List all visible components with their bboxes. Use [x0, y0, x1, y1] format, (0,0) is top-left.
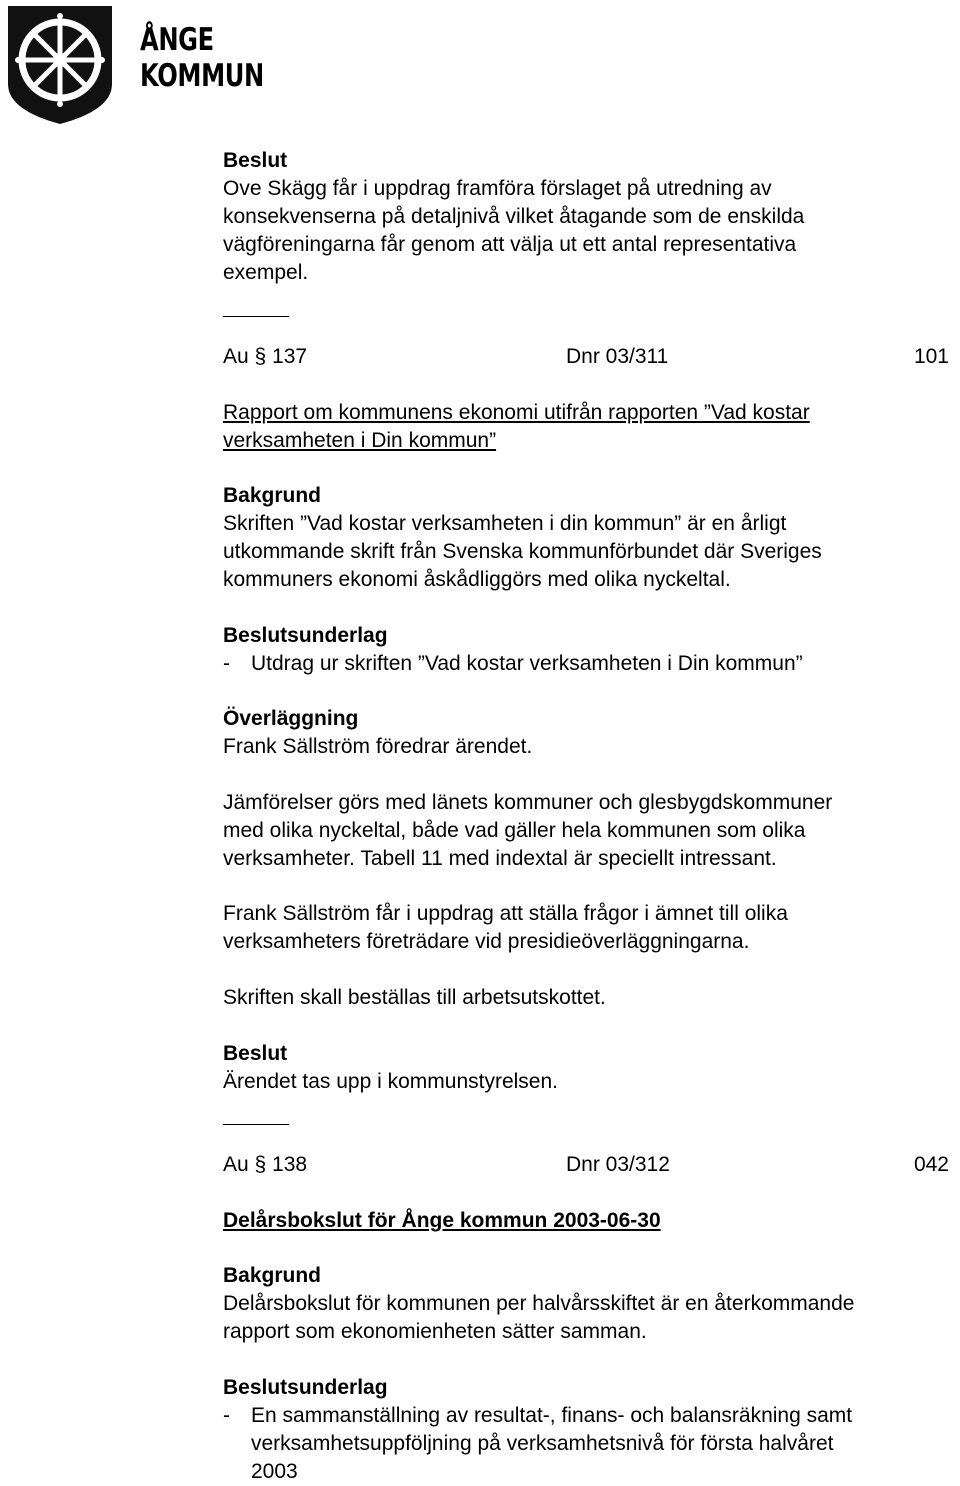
- overlaggning-text: Frank Sällström föredrar ärendet.: [223, 735, 533, 758]
- wheel-shield-icon: [4, 2, 116, 126]
- beslutsunderlag-heading: Beslutsunderlag: [223, 624, 388, 647]
- item-137-meta: [223, 343, 949, 371]
- paragraph: Skriften skall beställas till arbetsutskottet.: [223, 986, 606, 1009]
- overlaggning-heading: Överläggning: [223, 707, 359, 730]
- beslut-heading: Beslut: [223, 1042, 288, 1065]
- intro-beslut-text: Ove Skägg får i uppdrag framföra förslaget på utredning av konsekvenserna på detaljnivå vilket åtagande som de enskilda vägföreningarna får genom att välja ut ett antal representativa exempel.: [223, 177, 805, 284]
- item-138-meta: [223, 1151, 949, 1179]
- bakgrund-heading: Bakgrund: [223, 1264, 322, 1287]
- section-divider: [223, 316, 289, 317]
- item-dnr: Dnr 03/312: [566, 1153, 670, 1176]
- item-137-title: Rapport om kommunens ekonomi utifrån rapporten ”Vad kostar verksamheten i Din kommun”: [223, 401, 810, 452]
- paragraph: Frank Sällström får i uppdrag att ställa frågor i ämnet till olika verksamheters företrädare vid presidieöverläggningarna.: [223, 902, 788, 953]
- bakgrund-heading: Bakgrund: [223, 484, 322, 507]
- item-code: 101: [913, 345, 949, 368]
- item-138-title: Delårsbokslut för Ånge kommun 2003-06-30: [223, 1209, 661, 1232]
- item-ref: Au § 137: [223, 345, 308, 368]
- section-divider: [223, 1124, 289, 1125]
- paragraph: Jämförelser görs med länets kommuner och glesbygdskommuner med olika nyckeltal, både vad gäller hela kommunen som olika verksamheter. Tabell 11 med indextal är speciellt intressant.: [223, 791, 833, 870]
- list-item-text: Utdrag ur skriften ”Vad kostar verksamheten i Din kommun”: [251, 652, 803, 675]
- bakgrund-text: Delårsbokslut för kommunen per halvårsskiftet är en återkommande rapport som ekonomienheten sätter samman.: [223, 1292, 855, 1343]
- municipality-logo: [4, 2, 116, 126]
- logo-line-1: ÅNGE: [140, 22, 214, 58]
- logo-wordmark: [140, 22, 264, 94]
- list-item-text: En sammanställning av resultat-, finans- och balansräkning samt verksamhetsuppföljning på verksamhetsnivå för första halvåret 2003: [251, 1404, 853, 1483]
- bakgrund-text: Skriften ”Vad kostar verksamheten i din kommun” är en årligt utkommande skrift från Svenska kommunförbundet där Sveriges kommuners ekonomi åskådliggörs med olika nyckeltal.: [223, 512, 822, 591]
- intro-beslut-heading: Beslut: [223, 149, 288, 172]
- item-dnr: Dnr 03/311: [566, 345, 669, 368]
- item-ref: Au § 138: [223, 1153, 308, 1176]
- beslut-text: Ärendet tas upp i kommunstyrelsen.: [223, 1070, 558, 1093]
- beslutsunderlag-heading: Beslutsunderlag: [223, 1376, 388, 1399]
- logo-line-2: KOMMUN: [140, 58, 264, 94]
- item-code: 042: [913, 1153, 949, 1176]
